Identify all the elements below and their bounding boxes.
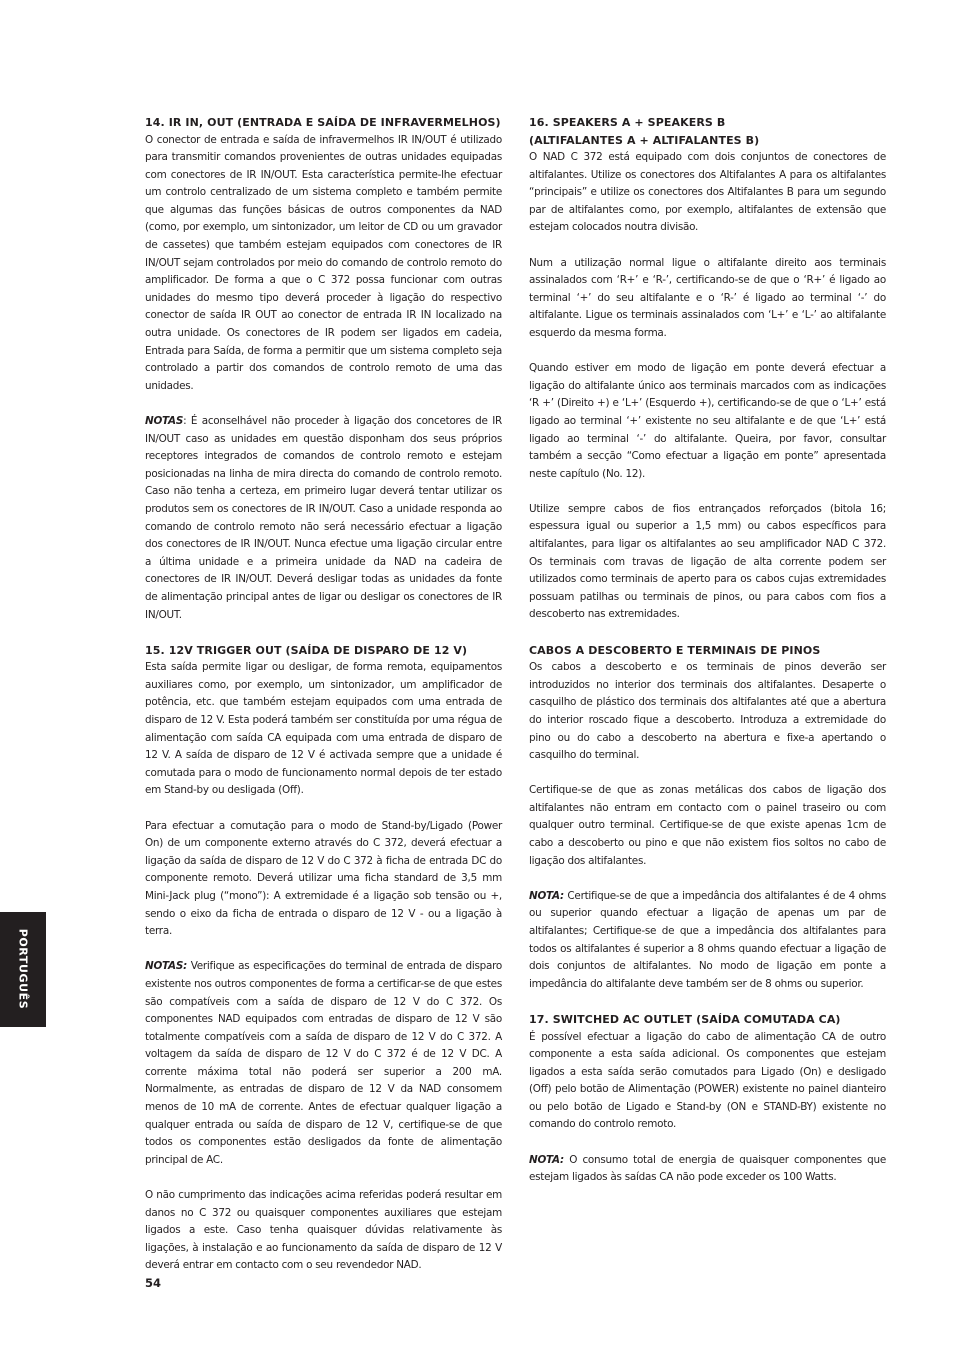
section-16-heading-line-2: (ALTIFALANTES A + ALTIFALANTES B) — [529, 133, 760, 147]
left-column — [145, 114, 502, 1293]
language-side-tab — [0, 912, 46, 1027]
section-16-paragraph-2: Num a utilização normal ligue o altifalante direito aos terminais assinalados com ‘R+’ e ‘R-’, certificando-se de que o ‘R+’ é ligado ao terminal ‘+’ do seu altifalante e o ‘R-’ é ligado ao terminal ‘-’ do altifalante. Ligue os terminais assinalados com ‘L+’ e ‘L-’ ao altifalante esquerdo da mesma forma. — [529, 256, 886, 339]
section-16-paragraph-1: O NAD C 372 está equipado com dois conjuntos de conectores de altifalantes. Utilize os conectores dos Altifalantes A para os altifalantes “principais” e utilize os conectores dos Altifalantes B para um segundo par de altifalantes como, por exemplo, altifalantes de extensão que estejam colocados noutra divisão. — [529, 151, 886, 234]
right-column — [529, 114, 886, 1204]
section-16-paragraph-3: Quando estiver em modo de ligação em ponte deverá efectuar a ligação do altifalante único aos terminais marcados com as indicações ‘R +’ (Direito +) e ‘L+’ (Esquerdo +), certificando-se de que o ‘L+’ está ligado ao terminal ‘+’ existente no seu altifalante e de que ‘L+’ está ligado ao terminal ‘-’ do altifalante. Queira, por favor, consultar também a secção “Como efectuar a ligação em ponte” apresentada neste capítulo (No. 12). — [529, 362, 886, 480]
cabos-paragraph-1: Os cabos a descoberto e os terminais de pinos deverão ser introduzidos no interior dos terminais dos altifalantes. Desaperte o casquilho de plástico dos terminais dos altifalantes até que a abertura do interior roscado fique a descoberto. Introduza a extremidade do pino ou do cabo a descoberto na abertura e fixe-a apertando o casquilho do terminal. — [529, 661, 886, 762]
note-text: Certifique-se de que a impedância dos altifalantes é de 4 ohms ou superior quando efectuar a ligação de apenas um par de altifalantes; Certifique-se de que a impedância dos altifalantes para todos os altifalantes é superior a 8 ohms quando efectuar a ligação de dois conjuntos de altifalantes. No modo de ligação em ponte a impedância do altifalante deve também ser de 8 ohms ou superior. — [529, 889, 886, 990]
section-15-paragraph-2: Para efectuar a comutação para o modo de Stand-by/Ligado (Power On) de um componente externo através do C 372, deverá efectuar a ligação da saída de disparo de 12 V do C 372 à ficha de entrada DC do componente remoto. Deverá utilizar uma ficha standard de 3,5 mm Mini-Jack plug (“mono”): A extremidade é a ligação sob tensão ou +, sendo o eixo da ficha de entrada o disparo de 12 V - ou a ligação à terra. — [145, 819, 502, 938]
section-15-paragraph-3: O não cumprimento das indicações acima referidas poderá resultar em danos no C 372 ou quaisquer componentes auxiliares que estejam ligados a este. Caso tenha quaisquer dúvidas relativamente às ligações, à instalação e ao funcionamento da saída de disparo de 12 V deverá entrar em contacto com o seu revendedor NAD. — [145, 1189, 502, 1272]
section-14-heading: 14. IR IN, OUT (ENTRADA E SAÍDA DE INFRAVERMELHOS) — [145, 116, 501, 129]
note-label: NOTA: — [529, 1153, 564, 1166]
note-text: O consumo total de energia de quaisquer componentes que estejam ligados às saídas CA não pode exceder os 100 Watts. — [529, 1153, 886, 1184]
note-text: Verifique as especificações do terminal de entrada de disparo existente nos outros componentes de forma a certificar-se de que estes são compatíveis com a saída de disparo de 12 V do C 372. Os componentes NAD equipados com entradas de disparo de 12 V são totalmente compatíveis com a saída de disparo de 12 V do C 372. A voltagem da saída de disparo de 12 V do C 372 é de 12 V DC. A corrente máxima total não poderá ser superior a 200 mA. Normalmente, as entradas de disparo de 12 V da NAD consomem menos de 10 mA de corrente. Antes de efectuar qualquer ligação a qualquer entrada ou saída de disparo de 12 V, certifique-se de que todos os componentes estão desligados da fonte de alimentação principal de AC. — [145, 960, 502, 1166]
section-15-heading: 15. 12V TRIGGER OUT (SAÍDA DE DISPARO DE 12 V) — [145, 643, 468, 657]
section-17-heading: 17. SWITCHED AC OUTLET (SAÍDA COMUTADA CA) — [529, 1013, 841, 1026]
language-label: PORTUGUÊS — [16, 928, 30, 1010]
section-17-note — [529, 1152, 886, 1187]
note-label: NOTAS: — [145, 960, 187, 973]
note-text: : É aconselhável não proceder à ligação dos concetores de IR IN/OUT caso as unidades em questão disponham dos seus próprios receptores integrados de comandos de controlo remoto e estejam posicionadas na linha de mira directa do comando de controlo remoto. Caso não tenha a certeza, em primeiro lugar deverá tentar utilizar os produtos sem os conectores de IR IN/OUT. Caso a unidade responda ao comando de controlo remoto não será necessário efectuar a ligação dos conectores de IR IN/OUT. Nunca efectue uma ligação circular entre a última unidade e a primeira unidade da NAD na cadeira de conectores de IR IN/OUT. Deverá desligar todas as unidades da fonte de alimentação principal antes de ligar ou desligar os conectores de IR IN/OUT. — [145, 415, 502, 621]
section-16-paragraph-4: Utilize sempre cabos de fios entrançados reforçados (bitola 16; espessura igual ou superior a 1,5 mm) ou cabos específicos para altifalantes, para ligar os altifalantes ao seu amplificador NAD C 372. Os terminais com travas de ligação de alta corrente podem ser utilizados como terminais de aperto para os cabos cujas extremidades possuam patilhas ou terminais de pinos, ou para cabos com fios a descoberto nas extremidades. — [529, 502, 886, 621]
section-17-paragraph-1: É possível efectuar a ligação do cabo de alimentação CA de outro componente a esta saída adicional. Os componentes que estejam ligados a esta saída serão comutados para Ligado (On) e desligado (Off) pelo botão de Alimentação (POWER) existente no painel dianteiro ou pelo botão de Ligado e Stand-by (ON e STAND-BY) existente no comando do controlo remoto. — [529, 1030, 886, 1131]
section-15-paragraph-1: Esta saída permite ligar ou desligar, de forma remota, equipamentos auxiliares como, por exemplo, um sintonizador, um amplificador de potência, etc. que também estejam equipados com uma entrada de disparo de 12 V. Esta poderá também ser constituída por uma régua de alimentação com saída CA equipada com uma entrada de disparo de 12 V. A saída de disparo de 12 V é activada sempre que a unidade é comutada para o modo de funcionamento normal depois de ter estado em Stand-by ou desligada (Off). — [145, 661, 502, 797]
note-label: NOTAS — [145, 415, 184, 427]
section-15-note — [145, 958, 502, 1169]
page-number: 54 — [145, 1276, 162, 1290]
cabos-note — [529, 888, 886, 994]
cabos-paragraph-2: Certifique-se de que as zonas metálicas dos cabos de ligação dos altifalantes não entram em contacto com o painel traseiro ou com qualquer outro terminal. Certifique-se de que existe apenas 1cm de cabo a descoberto ou pino e que não existem fios soltos no cabo de ligação dos altifalantes. — [529, 784, 886, 867]
section-14-paragraph-1: O conector de entrada e saída de infravermelhos IR IN/OUT é utilizado para transmitir comandos provenientes de outras unidades equipadas com conectores de IR IN/OUT. Esta característica permite-lhe efectuar um controlo centralizado de um sistema completo e também permite que algumas das funções básicas de outros componentes da NAD (como, por exemplo, um sintonizador, um leitor de CD ou um gravador de cassetes) que também estejam equipados com conectores de IR IN/OUT sejam controlados por meio do comando de controlo remoto do amplificador. De forma a que o C 372 possa funcionar com outras unidades do mesmo tipo deverá proceder à ligação do respectivo conector de saída IR OUT ao conector de entrada IR IN localizado na outra unidade. Os conectores de IR podem ser ligados em cadeia, Entrada para Saída, de forma a permitir que um sistema completo seja controlado a partir dos comandos de controlo remoto de uma das unidades. — [145, 133, 502, 392]
section-14-note — [145, 413, 502, 624]
cabos-heading: CABOS A DESCOBERTO E TERMINAIS DE PINOS — [529, 643, 821, 657]
note-label: NOTA: — [529, 889, 564, 902]
section-16-heading-line-1: 16. SPEAKERS A + SPEAKERS B — [529, 116, 726, 129]
